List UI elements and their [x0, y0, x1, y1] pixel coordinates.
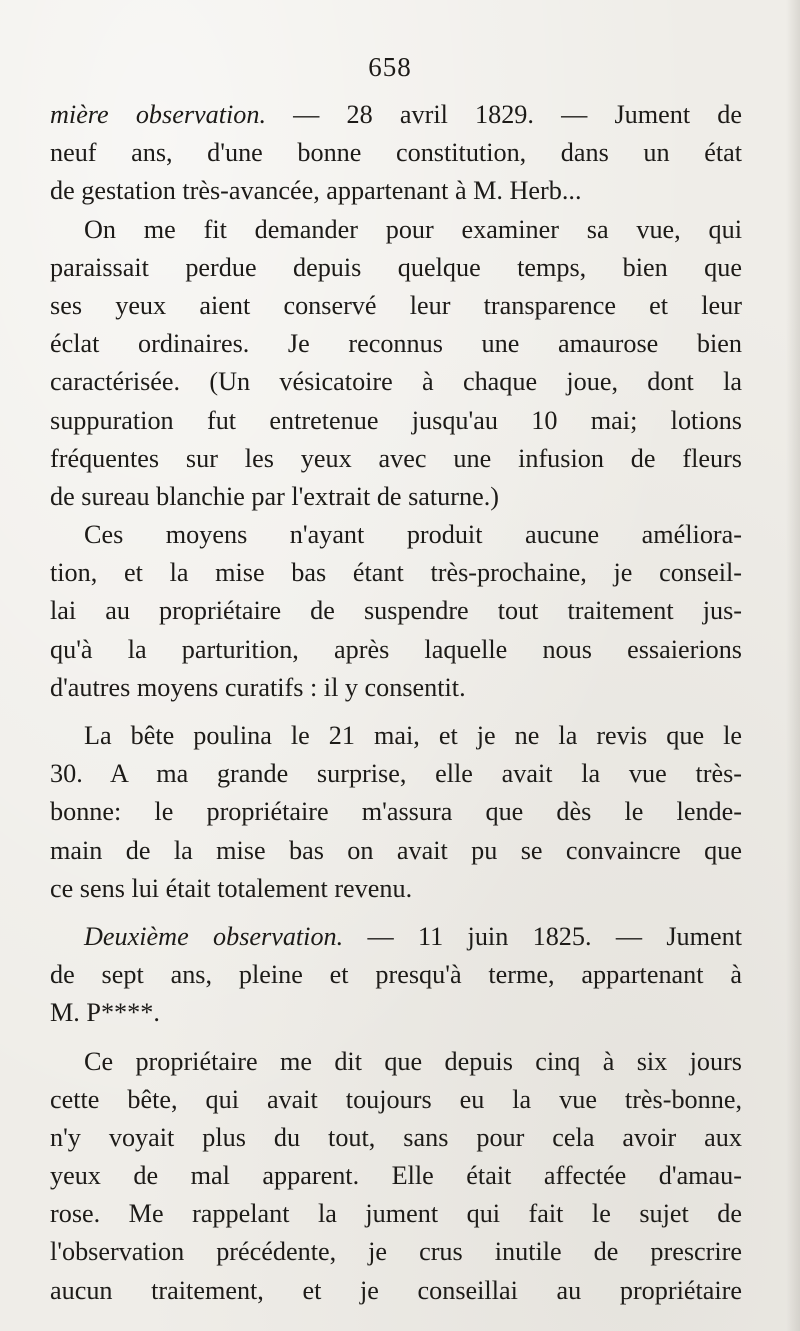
text-line-rest: — 28 avril 1829. — Jument de — [266, 100, 742, 129]
text-line: rose. Me rappelant la jument qui fait le sujet de — [50, 1199, 742, 1229]
text-line: tion, et la mise bas étant très-prochaine, je conseil- — [50, 558, 742, 588]
text-line: lai au propriétaire de suspendre tout traitement jus- — [50, 596, 742, 626]
page-number: 658 — [368, 52, 412, 82]
text-line: La bête poulina le 21 mai, et je ne la revis que le — [84, 721, 742, 750]
text-line: paraissait perdue depuis quelque temps, bien que — [50, 252, 742, 282]
text-line: M. P****. — [50, 998, 160, 1028]
paragraph-gap — [50, 908, 742, 918]
text-line: suppuration fut entretenue jusqu'au 10 mai; lotions — [50, 405, 742, 435]
text-line: l'observation précédente, je crus inutile de prescrire — [50, 1237, 742, 1267]
text-line-rest: — 11 juin 1825. — Jument — [343, 921, 742, 951]
observation-heading: mière observation. — [50, 100, 267, 129]
text-line: fréquentes sur les yeux avec une infusion de fleurs — [50, 443, 742, 473]
text-line: de sureau blanchie par l'extrait de saturne.) — [50, 481, 499, 511]
text-line: n'y voyait plus du tout, sans pour cela avoir aux — [50, 1122, 742, 1152]
text-line: éclat ordinaires. Je reconnus une amaurose bien — [50, 329, 742, 359]
text-line: qu'à la parturition, après laquelle nous essaierions — [50, 634, 742, 664]
text-line: bonne: le propriétaire m'assura que dès le lende- — [50, 797, 742, 827]
text-line: main de la mise bas on avait pu se convaincre que — [50, 835, 742, 865]
text-line: ce sens lui était totalement revenu. — [50, 873, 413, 903]
text-line: caractérisée. (Un vésicatoire à chaque joue, dont la — [50, 367, 742, 397]
text-line: de sept ans, pleine et presqu'à terme, appartenant à — [50, 960, 742, 990]
text-line: yeux de mal apparent. Elle était affectée d'amau- — [50, 1161, 742, 1191]
text-line: ses yeux aient conservé leur transparence et leur — [50, 290, 742, 320]
text-line: On me fit demander pour examiner sa vue, qui — [84, 214, 742, 244]
body-text — [50, 96, 742, 1310]
observation-heading: Deuxième observation. — [84, 921, 344, 951]
paragraph-gap — [50, 1033, 742, 1043]
text-line: aucun traitement, et je conseillai au propriétaire — [50, 1275, 742, 1305]
text-line: Ce propriétaire me dit que depuis cinq à six jours — [84, 1046, 742, 1076]
text-line — [50, 918, 742, 956]
text-line: 30. A ma grande surprise, elle avait la vue très- — [50, 759, 742, 789]
text-line: de gestation très-avancée, appartenant à M. Herb... — [50, 176, 582, 206]
text-line: Ces moyens n'ayant produit aucune améliora- — [84, 520, 742, 550]
text-line — [50, 96, 742, 134]
paragraph-gap — [50, 707, 742, 717]
page-edge-shadow — [786, 0, 800, 1331]
text-line: d'autres moyens curatifs : il y consentit. — [50, 672, 466, 702]
text-line: cette bête, qui avait toujours eu la vue très-bonne, — [50, 1084, 742, 1114]
text-line: neuf ans, d'une bonne constitution, dans un état — [50, 138, 742, 168]
